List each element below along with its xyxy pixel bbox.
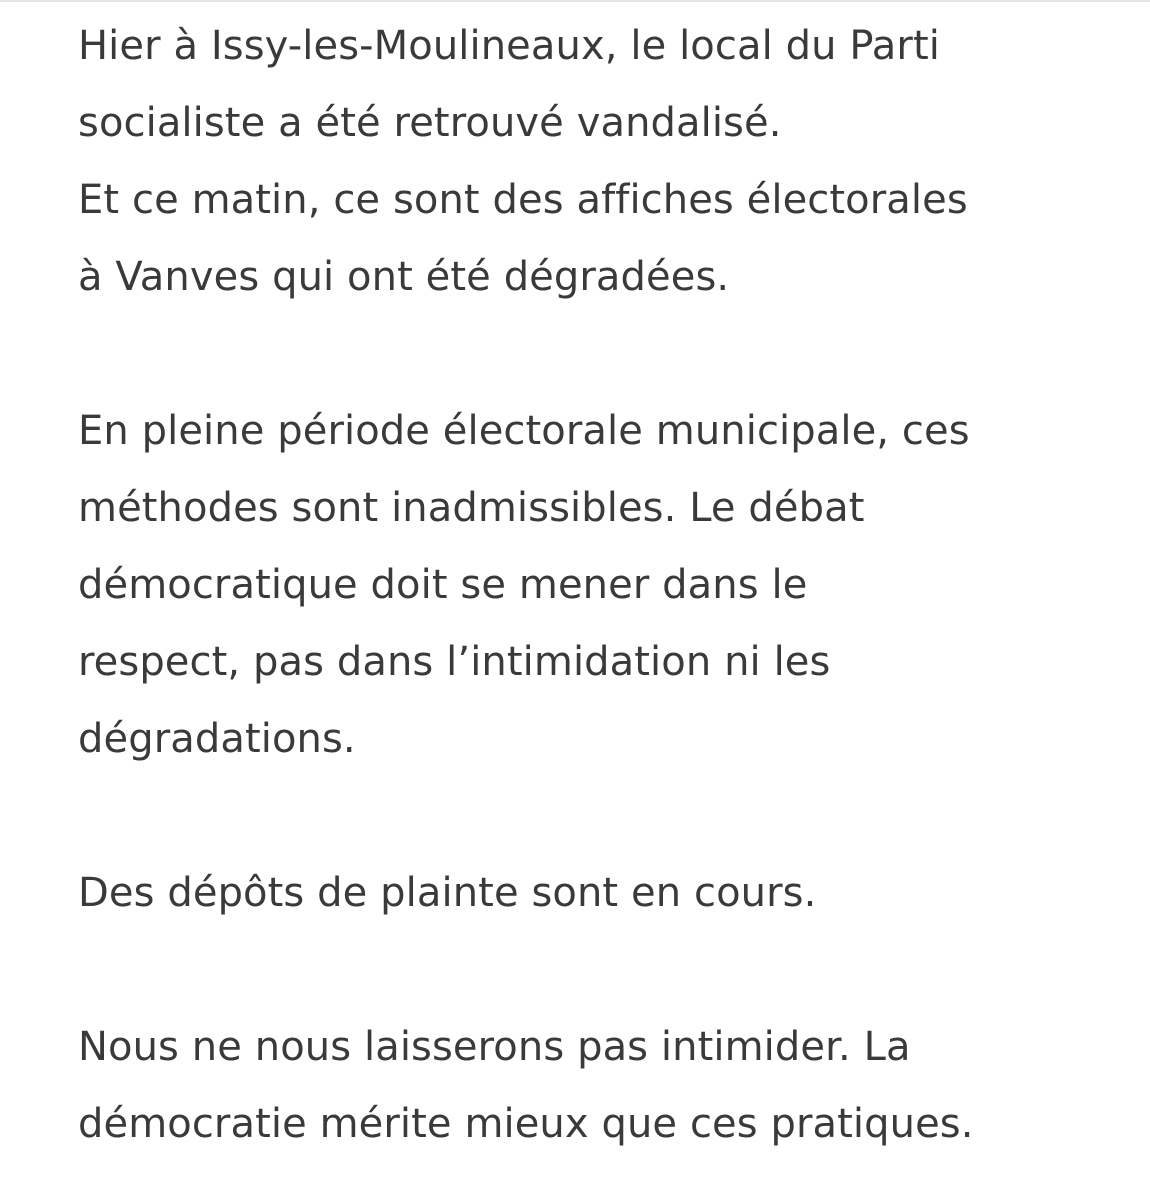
paragraph-spacer — [78, 316, 1108, 393]
top-divider — [0, 0, 1150, 2]
text-line: Nous ne nous laisserons pas intimider. La — [78, 1024, 911, 1070]
paragraph-spacer — [78, 778, 1108, 855]
text-line: Et ce matin, ce sont des affiches électorales — [78, 177, 968, 223]
text-line: respect, pas dans l’intimidation ni les — [78, 639, 831, 685]
paragraph-2 — [78, 393, 1108, 778]
paragraph-1 — [78, 8, 1108, 316]
text-line: démocratique doit se mener dans le — [78, 562, 808, 608]
text-line: à Vanves qui ont été dégradées. — [78, 254, 730, 300]
message-body — [78, 8, 1108, 1163]
text-line: Hier à Issy-les-Moulineaux, le local du Parti — [78, 23, 940, 69]
paragraph-4 — [78, 1009, 1108, 1163]
text-line: dégradations. — [78, 716, 356, 762]
text-line: En pleine période électorale municipale, ces — [78, 408, 970, 454]
paragraph-spacer — [78, 932, 1108, 1009]
text-line: démocratie mérite mieux que ces pratiques. — [78, 1101, 974, 1147]
text-line: méthodes sont inadmissibles. Le débat — [78, 485, 865, 531]
text-line: socialiste a été retrouvé vandalisé. — [78, 100, 782, 146]
text-line: Des dépôts de plainte sont en cours. — [78, 870, 817, 916]
paragraph-3 — [78, 855, 1108, 932]
